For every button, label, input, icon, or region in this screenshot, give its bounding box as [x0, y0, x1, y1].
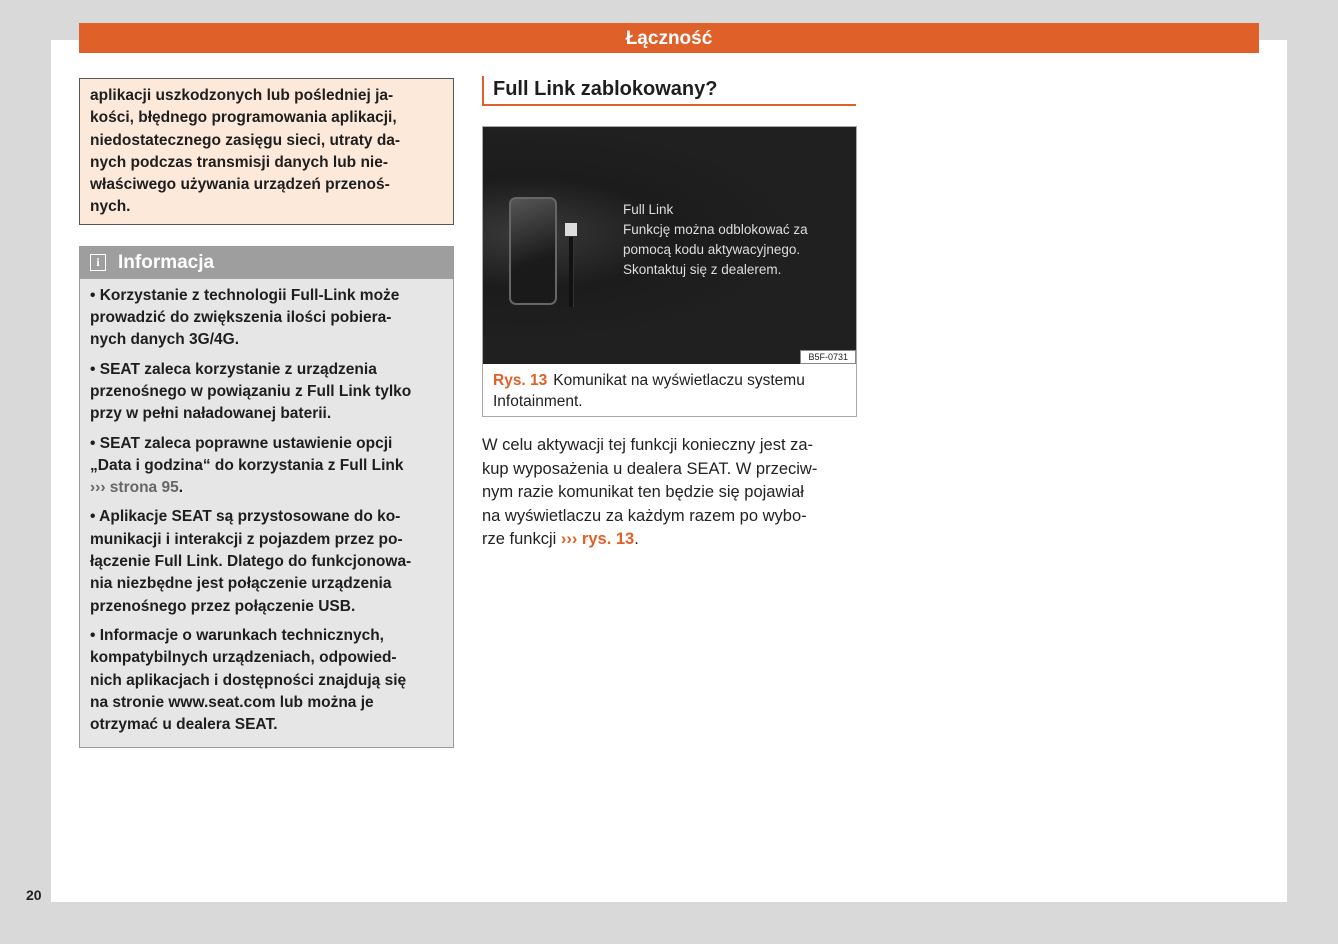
info-title: Informacja [118, 252, 215, 274]
screen-line: Skontaktuj się z dealerem. [623, 262, 782, 277]
infotainment-screenshot [483, 127, 856, 364]
info-icon: i [90, 254, 106, 271]
warning-box [79, 78, 454, 225]
section-heading: Full Link zablokowany? [482, 76, 856, 106]
chapter-header: Łączność [79, 23, 1259, 53]
body-line [482, 528, 857, 552]
info-line: przenośnego przez połączenie USB. [90, 597, 356, 615]
info-line: munikacji i interakcji z pojazdem przez po- [90, 530, 403, 548]
caption-text: Komunikat na wyświetlaczu systemu Infotainment. [493, 372, 805, 410]
info-line: • Korzystanie z technologii Full-Link może [90, 286, 400, 304]
info-line [90, 477, 443, 499]
warning-line: nych podczas transmisji danych lub nie- [90, 153, 389, 171]
screen-message [623, 200, 808, 280]
usb-plug-icon [565, 223, 577, 236]
info-item [90, 359, 443, 426]
info-box [79, 246, 454, 749]
left-column [79, 78, 454, 748]
figure [482, 126, 857, 417]
info-line: przy w pełni naładowanej baterii. [90, 405, 332, 423]
figure-label: Rys. 13 [493, 372, 548, 389]
info-line: nych danych 3G/4G. [90, 331, 240, 349]
info-body [80, 279, 453, 748]
info-line: nia niezbędne jest połączenie urządzenia [90, 575, 392, 593]
warning-line: nych. [90, 198, 131, 216]
info-line: • SEAT zaleca poprawne ustawienie opcji [90, 434, 393, 452]
screen-line: pomocą kodu aktywacyjnego. [623, 242, 801, 257]
info-line: łączenie Full Link. Dlatego do funkcjonowa- [90, 553, 412, 571]
figure-caption [483, 364, 856, 416]
page-number: 20 [26, 887, 42, 903]
punctuation: . [634, 530, 639, 548]
figure-link[interactable]: ››› rys. 13 [560, 530, 635, 548]
body-line: kup wyposażenia u dealera SEAT. W przeciw- [482, 459, 818, 478]
info-line: „Data i godzina“ do korzystania z Full Link [90, 456, 404, 474]
screen-line: Funkcję można odblokować za [623, 222, 808, 237]
info-line: prowadzić do zwiększenia ilości pobiera- [90, 309, 392, 327]
warning-line: właściwego używania urządzeń przenoś- [90, 176, 390, 194]
punctuation: . [178, 479, 184, 497]
figure-code: B5F-0731 [800, 350, 856, 364]
info-item [90, 506, 443, 617]
info-header [80, 247, 453, 279]
body-text: rze funkcji [482, 530, 561, 548]
screen-line: Full Link [623, 202, 674, 217]
warning-line: niedostatecznego zasięgu sieci, utraty da- [90, 131, 401, 149]
info-line: • Informacje o warunkach technicznych, [90, 626, 384, 644]
info-line: nich aplikacjach i dostępności znajdują się [90, 671, 407, 689]
usb-cable-icon [569, 237, 574, 307]
smartphone-icon [509, 197, 557, 305]
body-line: W celu aktywacji tej funkcji konieczny jest za- [482, 436, 814, 454]
info-line: przenośnego w powiązaniu z Full Link tylko [90, 382, 412, 400]
body-paragraph [482, 434, 857, 552]
info-line: na stronie www.seat.com lub można je [90, 693, 374, 711]
body-line: na wyświetlaczu za każdym razem po wybo- [482, 506, 807, 525]
info-item [90, 285, 443, 352]
warning-line: aplikacji uszkodzonych lub pośledniej ja- [90, 87, 394, 104]
body-line: nym razie komunikat ten będzie się pojawiał [482, 483, 804, 501]
info-item [90, 433, 443, 500]
info-line: kompatybilnych urządzeniach, odpowied- [90, 649, 397, 667]
info-line: • SEAT zaleca korzystanie z urządzenia [90, 360, 377, 378]
info-item [90, 625, 443, 736]
info-line: • Aplikacje SEAT są przystosowane do ko- [90, 508, 401, 526]
page-link[interactable]: ››› strona 95 [90, 479, 179, 497]
warning-line: kości, błędnego programowania aplikacji, [90, 109, 397, 127]
info-line: otrzymać u dealera SEAT. [90, 716, 278, 734]
